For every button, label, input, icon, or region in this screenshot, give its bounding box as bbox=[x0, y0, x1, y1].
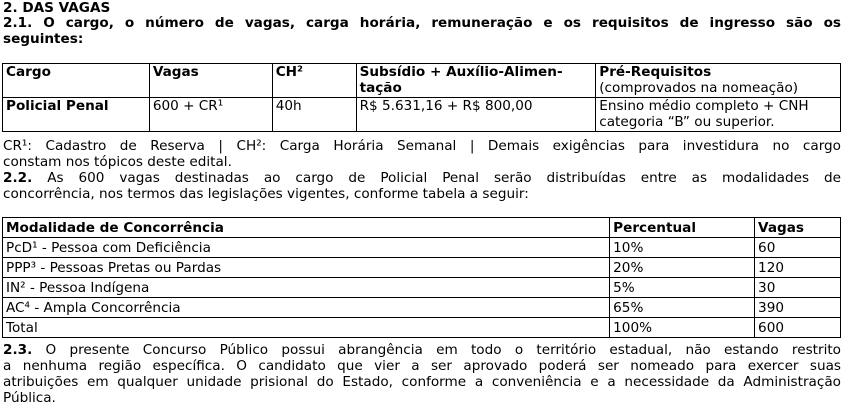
cell-modalidade: PPP³ - Pessoas Pretas ou Pardas bbox=[3, 258, 610, 278]
paragraph-2-3-line-1 bbox=[3, 342, 841, 359]
header-requisitos-title: Pré-Requisitos bbox=[599, 64, 712, 80]
paragraph-2-1-text-1: O cargo, o número de vagas, carga horária, remuneração e os requisitos de ingresso são os bbox=[43, 15, 842, 31]
cell-percentual: 65% bbox=[610, 298, 755, 318]
cell-percentual: 10% bbox=[610, 238, 755, 258]
paragraph-2-2-text-1: As 600 vagas destinadas ao cargo de Policial Penal serão distribuídas entre as modalidades de bbox=[47, 170, 841, 186]
cell-modalidade: PcD¹ - Pessoa com Deficiência bbox=[3, 238, 610, 258]
cargo-table bbox=[2, 63, 841, 132]
cell-percentual: 100% bbox=[610, 318, 755, 338]
cell-vagas: 600 bbox=[755, 318, 841, 338]
cell-vagas: 390 bbox=[755, 298, 841, 318]
cargo-table-row bbox=[3, 98, 841, 132]
modalidade-table bbox=[2, 217, 841, 338]
table-row bbox=[3, 278, 841, 298]
table-row bbox=[3, 258, 841, 278]
paragraph-2-3-line-3: atribuições em qualquer unidade prisional do Estado, conforme a conveniência e a necessidade da Administração bbox=[3, 374, 841, 390]
notes-line-2: constam nos tópicos deste edital. bbox=[3, 154, 232, 170]
section-title: 2. DAS VAGAS bbox=[3, 0, 111, 16]
header-ch: CH² bbox=[272, 64, 356, 98]
paragraph-2-3-line-4: Pública. bbox=[3, 390, 56, 406]
cell-requisitos-line-1: Ensino médio completo + CNH bbox=[599, 98, 809, 114]
table-row bbox=[3, 238, 841, 258]
cell-vagas: 60 bbox=[755, 238, 841, 258]
paragraph-2-1-line-2: seguintes: bbox=[3, 31, 84, 47]
paragraph-2-2-number: 2.2. bbox=[3, 170, 33, 186]
paragraph-2-3-line-2: a nenhuma região específica. O candidato que vier a ser aprovado poderá ser nomeado para exercer suas bbox=[3, 358, 841, 374]
table-row-total bbox=[3, 318, 841, 338]
header-subsidio bbox=[356, 64, 596, 98]
cell-modalidade: IN² - Pessoa Indígena bbox=[3, 278, 610, 298]
paragraph-2-3-text-1: O presente Concurso Público possui abrangência em todo o território estadual, não estando restrito bbox=[45, 342, 842, 358]
cell-vagas: 120 bbox=[755, 258, 841, 278]
cell-modalidade: AC⁴ - Ampla Concorrência bbox=[3, 298, 610, 318]
paragraph-2-1-line-1 bbox=[3, 15, 841, 32]
header-vagas: Vagas bbox=[149, 64, 272, 98]
paragraph-2-1-number: 2.1. bbox=[3, 15, 33, 31]
header-modalidade: Modalidade de Concorrência bbox=[3, 218, 610, 238]
cell-vagas: 600 + CR¹ bbox=[149, 98, 272, 132]
header-percentual: Percentual bbox=[610, 218, 755, 238]
table-row bbox=[3, 298, 841, 318]
header-requisitos bbox=[596, 64, 841, 98]
paragraph-2-3-number: 2.3. bbox=[3, 342, 33, 358]
cell-ch: 40h bbox=[272, 98, 356, 132]
header-subsidio-line-2: tação bbox=[359, 80, 402, 96]
cell-requisitos-line-2: categoria “B” ou superior. bbox=[599, 114, 775, 130]
cell-percentual: 20% bbox=[610, 258, 755, 278]
paragraph-2-2-line-1 bbox=[3, 170, 841, 187]
header-vagas-2: Vagas bbox=[755, 218, 841, 238]
modalidade-table-header-row bbox=[3, 218, 841, 238]
header-subsidio-line-1: Subsídio + Auxílio-Alimen- bbox=[359, 64, 563, 80]
cell-requisitos bbox=[596, 98, 841, 132]
paragraph-2-2-line-2: concorrência, nos termos das legislações vigentes, conforme tabela a seguir: bbox=[3, 186, 529, 202]
cell-percentual: 5% bbox=[610, 278, 755, 298]
notes-line-1: CR¹: Cadastro de Reserva | CH²: Carga Horária Semanal | Demais exigências para investidura no cargo bbox=[3, 138, 841, 154]
header-requisitos-subtitle: (comprovados na nomeação) bbox=[599, 80, 799, 96]
cell-modalidade: Total bbox=[3, 318, 610, 338]
cell-subsidio: R$ 5.631,16 + R$ 800,00 bbox=[356, 98, 596, 132]
cell-vagas: 30 bbox=[755, 278, 841, 298]
header-cargo: Cargo bbox=[3, 64, 150, 98]
cargo-table-header-row bbox=[3, 64, 841, 98]
cell-cargo: Policial Penal bbox=[3, 98, 150, 132]
